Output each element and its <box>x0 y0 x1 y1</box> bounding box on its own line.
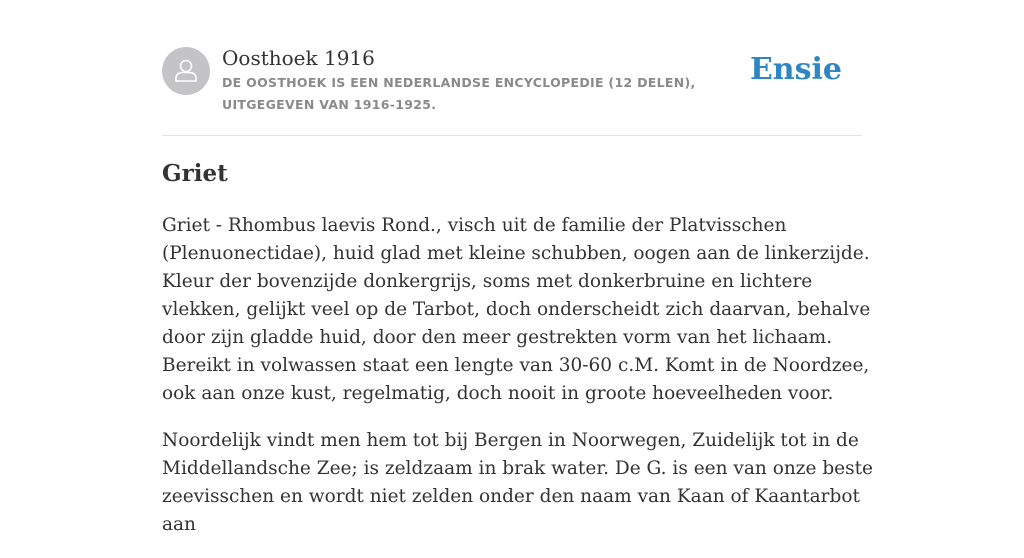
entry-title: Griet <box>162 160 228 187</box>
entry-paragraph: Noordelijk vindt men hem tot bij Bergen in Noorwegen, Zuidelijk tot in de Middellandsche Zee; is zeldzaam in brak water. De G. is een van onze beste zeevisschen en wordt niet zelden onder den naam van Kaan of Kaantarbot aan <box>162 430 873 535</box>
user-outline-icon <box>162 47 210 95</box>
entry-paragraph: Griet - Rhombus laevis Rond., visch uit de familie der Platvisschen (Plenuonectidae), huid glad met kleine schubben, oogen aan de linkerzijde. Kleur der bovenzijde donkergrijs, soms met donkerbruine en lichtere vlekken, gelijkt veel op de Tarbot, doch onderscheidt zich daarvan, behalve door zijn gladde huid, door den meer gestrekten vorm van het lichaam. Bereikt in volwassen staat een lengte van 30-60 c.M. Komt in de Noordzee, ook aan onze kust, regelmatig, doch nooit in groote hoeveelheden voor. <box>162 215 871 404</box>
source-description: DE OOSTHOEK IS EEN NEDERLANDSE ENCYCLOPEDIE (12 DELEN), UITGEGEVEN VAN 1916-1925. <box>222 75 696 112</box>
source-avatar[interactable] <box>162 47 210 95</box>
entry-body <box>162 212 874 558</box>
ensie-logo[interactable]: Ensie <box>749 52 842 87</box>
source-title[interactable]: Oosthoek 1916 <box>222 46 375 70</box>
header-divider <box>162 135 862 136</box>
source-header <box>162 44 862 136</box>
source-info <box>222 44 762 116</box>
